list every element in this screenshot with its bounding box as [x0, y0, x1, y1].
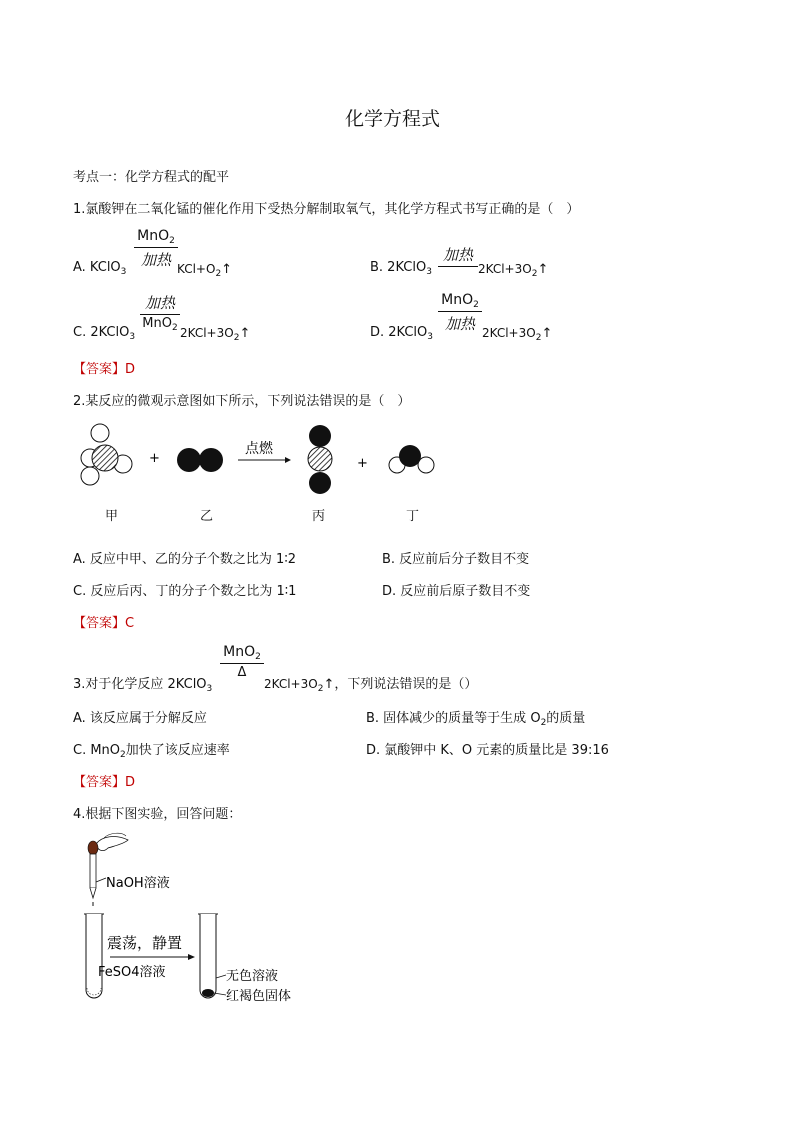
test-tube-2	[198, 914, 218, 998]
q1-answer: 【答案】D	[73, 362, 136, 377]
q2-molecule-diagram	[75, 420, 455, 525]
plus-sign-1: +	[149, 451, 160, 466]
section-heading: 考点一：化学方程式的配平	[73, 170, 230, 185]
q1-d-condition: MnO$_2$ 加热	[438, 292, 482, 334]
q1-a-reactant: A. KClO	[73, 260, 121, 275]
label-yi: 乙	[200, 509, 214, 524]
molecule-jia	[81, 424, 132, 485]
q1-d-reactant: D. 2KClO	[370, 325, 428, 340]
label-jia: 甲	[105, 509, 119, 524]
q3-stem: 3.对于化学反应 2KClO$_3$	[73, 677, 213, 694]
q4-stem: 4.根据下图实验，回答问题：	[73, 807, 242, 822]
q3-option-c[interactable]: C. MnO$_2$加快了该反应速率	[73, 743, 230, 760]
feso4-label: FeSO4溶液	[98, 965, 166, 980]
q1-b-product: 2KCl+3O	[478, 262, 532, 276]
label-bing: 丙	[312, 509, 326, 524]
hand-icon	[96, 833, 128, 850]
naoh-label: NaOH溶液	[106, 876, 170, 891]
molecule-ding	[389, 445, 434, 473]
q4-experiment-diagram	[78, 830, 318, 1010]
q1-d-product: 2KCl+3O	[482, 326, 536, 340]
q2-answer: 【答案】C	[73, 616, 135, 631]
precipitate	[202, 989, 214, 997]
q3-option-b[interactable]: B. 固体减少的质量等于生成 $O_2$的质量	[366, 711, 586, 728]
q3-stem-tail: ↑，下列说法错误的是（）	[323, 677, 478, 692]
molecule-yi	[177, 448, 223, 472]
q1-a-condition: MnO$_2$ 加热	[134, 228, 178, 270]
q2-option-d[interactable]: D. 反应前后原子数目不变	[382, 584, 531, 599]
test-tube-1	[84, 914, 104, 998]
result-colorless: 无色溶液	[226, 969, 279, 984]
label-ding: 丁	[406, 509, 420, 524]
q2-option-a[interactable]: A. 反应中甲、乙的分子个数之比为 1∶2	[73, 552, 296, 567]
molecule-bing	[308, 425, 332, 494]
q1-c-reactant: C. 2KClO	[73, 325, 130, 340]
q3-answer: 【答案】D	[73, 775, 136, 790]
action-label: 震荡，静置	[107, 934, 183, 952]
q2-condition: 点燃	[245, 441, 273, 457]
q3-product: 2KCl+3O	[264, 677, 318, 691]
plus-sign-2: +	[357, 456, 368, 471]
q3-option-a[interactable]: A. 该反应属于分解反应	[73, 711, 207, 726]
q1-stem: 1.氯酸钾在二氧化锰的催化作用下受热分解制取氧气，其化学方程式书写正确的是（ ）	[73, 202, 580, 217]
q3-option-d[interactable]: D. 氯酸钾中 K、O 元素的质量比是 39:16	[366, 743, 609, 758]
q2-option-c[interactable]: C. 反应后丙、丁的分子个数之比为 1∶1	[73, 584, 297, 599]
q3-condition: MnO$_2$ Δ	[220, 644, 264, 680]
page-title: 化学方程式	[345, 108, 441, 130]
q1-b-condition: 加热	[438, 244, 478, 268]
q2-option-b[interactable]: B. 反应前后分子数目不变	[382, 552, 530, 567]
q2-stem: 2.某反应的微观示意图如下所示，下列说法错误的是（ ）	[73, 394, 411, 409]
q1-b-reactant: B. 2KClO	[370, 260, 427, 275]
q1-c-product: 2KCl+3O	[180, 326, 234, 340]
q1-a-product: KCl+O	[177, 262, 216, 276]
result-precipitate: 红褐色固体	[226, 989, 292, 1004]
dropper-icon	[88, 841, 98, 906]
q1-c-condition: 加热 MnO$_2$	[140, 292, 180, 333]
